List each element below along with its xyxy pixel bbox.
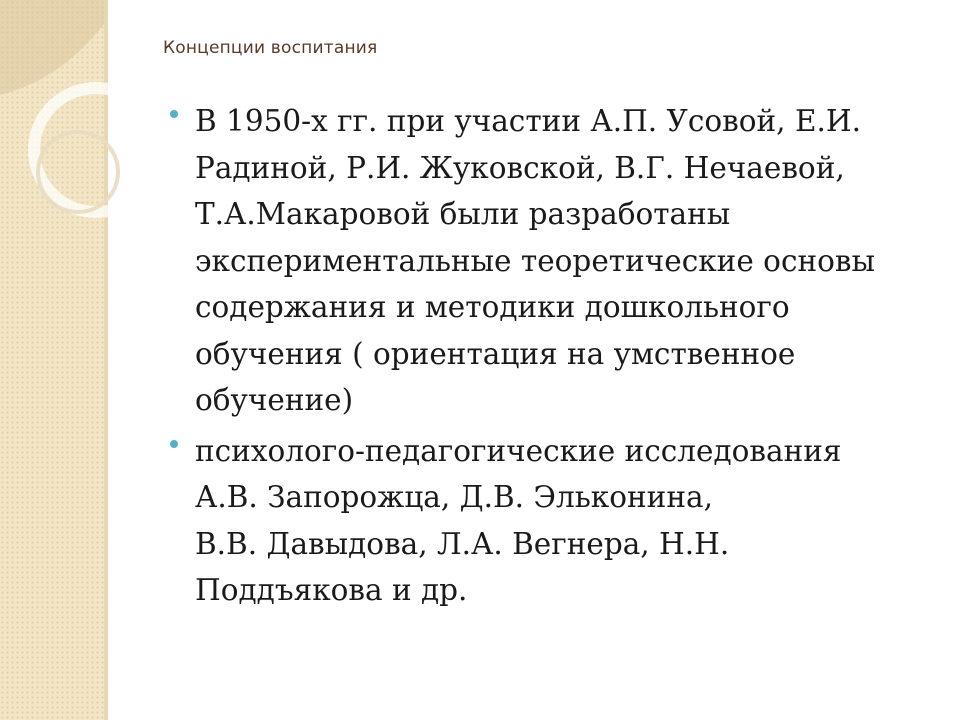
bullet-text: В 1950-х гг. при участии А.П. Усовой, Е.И. Радиной, Р.И. Жуковской, В.Г. Нечаевой, Т.А.Макаровой были разработаны экспериментальные теоретические основы содержания и методики дошкольного обучения ( ориентация на умственное обучение) xyxy=(195,104,875,417)
bullet-dot-icon xyxy=(170,110,178,118)
decorative-circles xyxy=(0,0,120,260)
decorative-arc-top xyxy=(0,0,104,95)
slide-title: Концепции воспитания xyxy=(163,38,378,58)
bullet-item xyxy=(170,98,900,424)
slide-content xyxy=(170,98,900,618)
bullet-dot-icon xyxy=(170,440,178,448)
decorative-ring-small xyxy=(38,132,118,212)
bullet-item xyxy=(170,428,900,614)
bullet-text: психолого-педагогические исследования А.В. Запорожца, Д.В. Эльконина, В.В. Давыдова, Л.А. Вегнера, Н.Н. Поддъякова и др. xyxy=(195,433,842,607)
